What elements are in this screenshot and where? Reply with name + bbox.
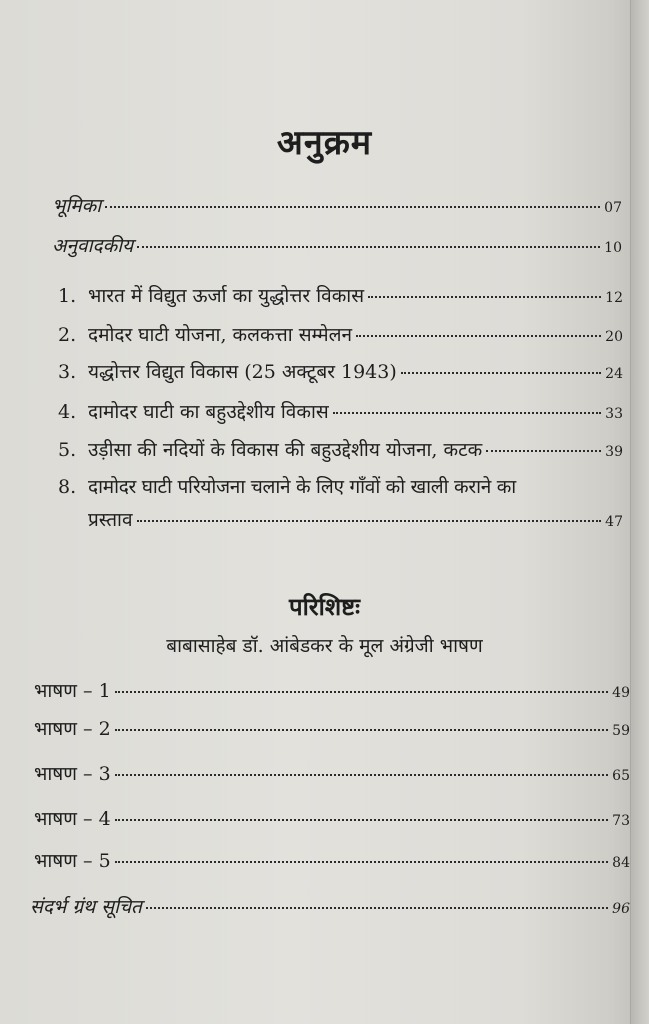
toc-entry-speech-5: भाषण – 5 84 bbox=[34, 850, 630, 872]
dot-leader bbox=[356, 335, 601, 337]
dot-leader bbox=[368, 296, 601, 298]
toc-entry-preface: भूमिका 07 bbox=[52, 195, 622, 217]
dot-leader bbox=[115, 861, 609, 863]
appendix-subtitle: बाबासाहेब डॉ. आंबेडकर के मूल अंग्रेजी भाषण bbox=[166, 635, 483, 657]
dot-leader bbox=[115, 819, 609, 821]
dot-leader bbox=[137, 520, 602, 522]
toc-entry-speech-1: भाषण – 1 49 bbox=[34, 680, 630, 702]
dot-leader bbox=[115, 691, 609, 693]
dot-leader bbox=[105, 206, 600, 208]
toc-entry-chapter-1: 1. भारत में विद्युत ऊर्जा का युद्धोत्तर विकास 12 bbox=[58, 285, 623, 307]
dot-leader bbox=[115, 729, 609, 731]
toc-entry-chapter-3: 3. यद्धोत्तर विद्युत विकास (25 अक्टूबर 1943) 24 bbox=[58, 361, 623, 383]
dot-leader bbox=[146, 907, 608, 909]
toc-entry-speech-2: भाषण – 2 59 bbox=[34, 718, 630, 740]
appendix-title: परिशिष्टः bbox=[288, 592, 361, 621]
toc-entry-speech-4: भाषण – 4 73 bbox=[34, 808, 630, 830]
toc-entry-chapter-2: 2. दमोदर घाटी योजना, कलकत्ता सम्मेलन 20 bbox=[58, 324, 623, 346]
dot-leader bbox=[115, 774, 609, 776]
dot-leader bbox=[137, 246, 600, 248]
toc-entry-translator-note: अनुवादकीय 10 bbox=[52, 235, 622, 257]
dot-leader bbox=[401, 372, 601, 374]
dot-leader bbox=[333, 412, 601, 414]
toc-entry-bibliography: संदर्भ ग्रंथ सूचित 96 bbox=[30, 896, 630, 918]
toc-entry-speech-3: भाषण – 3 65 bbox=[34, 763, 630, 785]
toc-entry-chapter-5: 5. उड़ीसा की नदियों के विकास की बहुउद्देशीय योजना, कटक 39 bbox=[58, 439, 623, 461]
dot-leader bbox=[486, 450, 601, 452]
toc-entry-chapter-4: 4. दामोदर घाटी का बहुउद्देशीय विकास 33 bbox=[58, 401, 623, 423]
toc-entry-chapter-8-line2: प्रस्ताव 47 bbox=[88, 509, 623, 531]
toc-entry-chapter-8-line1: 8. दामोदर घाटी परियोजना चलाने के लिए गाँवों को खाली कराने का bbox=[58, 476, 516, 498]
page-title: अनुक्रम bbox=[276, 123, 373, 163]
